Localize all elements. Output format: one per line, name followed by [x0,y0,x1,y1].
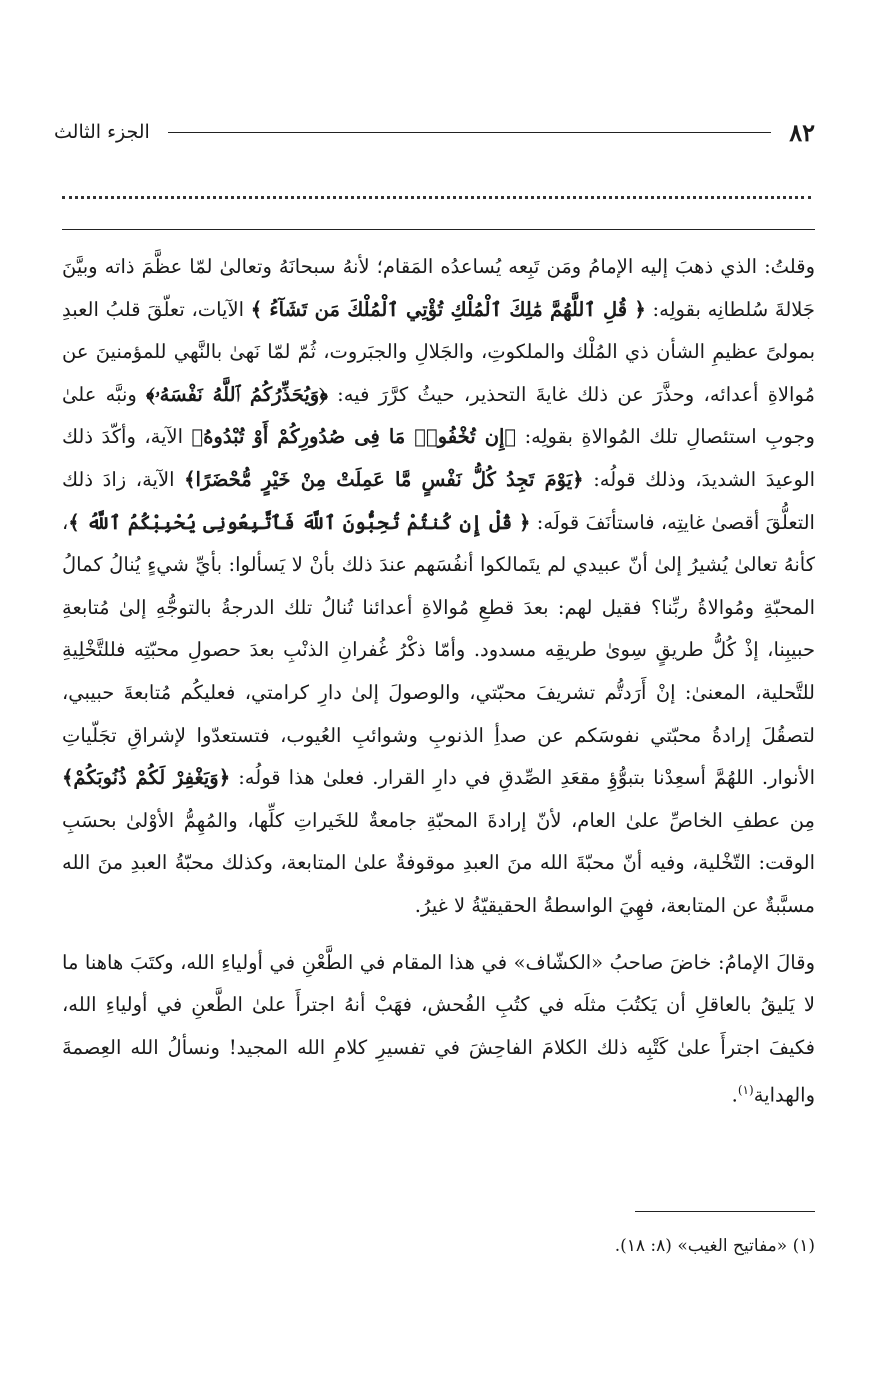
section-title: الجزء الثالث [54,121,150,143]
footnote-rule [635,1211,815,1212]
quran-verse: ﴿ قُلْ إِن كُنتُمْ تُحِبُّونَ ٱللَّهَ فَٱتَّبِعُونِى يُحْبِبْكُمُ ٱللَّهُ ﴾ [68,510,531,534]
quran-verse: ﴿ قُلِ ٱللَّهُمَّ مَٰلِكَ ٱلْمُلْكِ تُؤْتِي ٱلْمُلْكَ مَن تَشَآءُ ﴾ [250,297,646,321]
paragraph-1-part-4: الآية، وأكّدَ ذلك الوعيدَ الشديدَ، وذلك قولُه: [62,425,815,491]
quran-verse: ﴿وَيَغْفِرْ لَكُمْ ذُنُوبَكُمْ﴾ [62,766,231,790]
paragraph-1-part-7: مِن عطفِ الخاصِّ علىٰ العام، لأنّ إرادةَ المحبّةِ جامعةٌ للخَيراتِ كلِّها، والمُهِمُّ الأوْلىٰ بحسَبِ الوقت: التّخْلية، وفيه أنّ محبّةَ الله منَ العبدِ موقوفةٌ علىٰ المتابعة، وكذلك محبّةُ العبدِ منَ الله مسبَّبةٌ عن المتابعة، فهِيَ الواسطةُ الحقيقيّةُ لا غيرُ. [62,808,815,917]
paragraph-1-part-1: وقلتُ: الذي ذهبَ إليه الإمامُ ومَن تَبِعه يُساعدُه المَقام؛ لأنهُ سبحانَهُ وتعالىٰ لمّا عظَّمَ ذاته وبيَّنَ جَلالةَ سُلطانِه بقولِه: [62,255,815,321]
body-text [62,246,815,1117]
paragraph-1-part-6: ، كأنهُ تعالىٰ يُشيرُ إلىٰ أنّ عبيدي لم يتَمالكوا أنفُسَهم عندَ ذلك بأنْ لا يَسألوا: بأيِّ شيءٍ يُنالُ كمالُ المحبّةِ ومُوالاةُ ربِّنا؟ فقيل لهم: بعدَ قطعِ مُوالاةِ أعدائنا تُنالُ تلك الدرجةُ بالتوجُّهِ إلىٰ مُتابعةِ حبيبِنا، إذْ كُلُّ طريقٍ سِوىٰ طريقِه مسدود. وأمّا ذكْرُ غُفرانِ الذنْبِ بعدَ حصولِ محبّتِه فللتَّخْلِيةِ للتَّحلية، المعنىٰ: إنْ أَرَدتُّم تشريفَ محبّتي، والوصولَ إلىٰ دارِ كرامتي، فعليكُم مُتابعةَ حبيبي، لتصقُلَ إرادةُ محبّتي نفوسَكم عن صدأِ الذنوبِ وشوائبِ العُيوب، فتستعدّوا لإشراقِ تجَلّياتِ الأنوار. اللهُمَّ أسعِدْنا بتبوُّؤِ مقعَدِ الصِّدقِ في دارِ القرار. فعلىٰ هذا قولُه: [62,510,815,790]
paragraph-gap [62,928,815,942]
paragraph-1-part-5: الآية، زادَ ذلك التعلُّقَ أقصىٰ غايتِه، فاستأنَفَ قولَه: [62,467,815,534]
quran-verse: ﴿إِن تُخْفُوا۟ مَا فِى صُدُورِكُمْ أَوْ تُبْدُوهُ﴾ [191,425,517,449]
quran-verse: ﴿وَيُحَذِّرُكُمُ ٱللَّهُ نَفْسَهُۥ﴾ [146,382,328,406]
paragraph-1 [62,246,815,928]
paragraph-1-part-3: ونبَّه علىٰ وجوبِ استئصالِ تلك المُوالاةِ بقولِه: [62,382,815,449]
page-header [54,112,815,152]
footnote-reference: (١) [737,1083,754,1098]
dotted-separator [62,196,811,199]
quran-verse: ﴿يَوْمَ تَجِدُ كُلُّ نَفْسٍ مَّا عَمِلَتْ مِنْ خَيْرٍ مُّحْضَرًا﴾ [184,467,584,491]
paragraph-1-part-2: الآيات، تعلّقَ قلبُ العبدِ بمولىً عظيمِ الشأن ذي المُلْك والملكوتِ، والجَلالِ والجبَروت، ثُمّ لمّا نَهىٰ بالنَّهي للمؤمنينَ عن مُوالاةِ أعدائه، وحذَّرَ عن ذلك غايةَ التحذير، حيثُ كرَّرَ فيه: [62,297,815,406]
paragraph-2 [62,942,815,1118]
paragraph-2-text: وقالَ الإمامُ: خاضَ صاحبُ «الكشّاف» في هذا المقام في الطَّعْنِ في أولياءِ الله، وكتَبَ هاهنا ما لا يَليقُ بالعاقلِ أن يَكتُبَ مثلَه في كتُبِ الفُحش، فهَبْ أنهُ اجترأَ علىٰ الطَّعنِ في أولياءِ الله، فكيفَ اجترأَ علىٰ كَتْبِه ذلك الكلامَ الفاحِشَ في تفسيرِ كلامِ الله المجيد! ونسألُ الله العِصمةَ والهداية [62,950,815,1107]
page-number: ٨٢ [789,117,815,147]
header-rule [168,132,771,133]
paragraph-2-end: . [731,1083,738,1107]
footnote: (١) «مفاتيح الغيب» (٨: ١٨). [614,1236,815,1256]
header-bottom-rule [62,229,815,230]
